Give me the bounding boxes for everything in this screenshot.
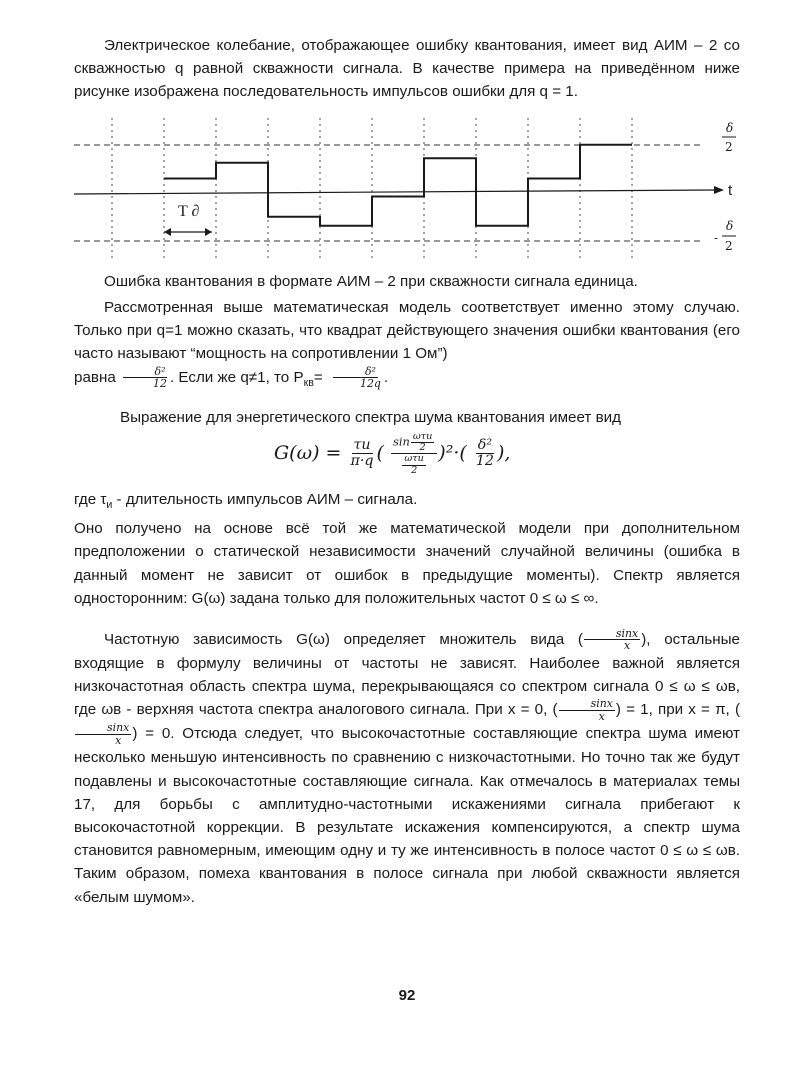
vertical-gridlines [112, 118, 632, 262]
period-arrow-left [164, 228, 171, 236]
error-signal-steps [164, 145, 632, 226]
formula-sinc-fraction: sin $\frac{\text{ωτи}}{2}$ $\frac{\text{ωτи}}{2}$ [391, 432, 437, 476]
paragraph-frequency-dependence: Частотную зависимость G(ω) определяет множитель вида ( $\frac{\sin x}{x}$ ), остальные входящие в формулу величины от частоты не зависят. Наиболее важной является низкочастотная область спектра шума, перекрывающаяся со спектром сигнала 0 ≤ ω ≤ ωв, где ωв - верхняя частота спектра аналогового сигнала. При x = 0, ( $\frac{\sin x}{x}$ ) = 1, при x = π, ( $\frac{\sin x}{x}$ ) = 0. Отсюда следует, что высокочастотные составляющие спектра шума имеют несколько меньшую интенсивность по сравнению с низкочастотными. Но точно так же будут подавлены и высокочастотные составляющие сигнала. Как отмечалось в материалах темы 17, для борьбы с амплитудно-частотными искажениями сигнала прибегают к высокочастотной коррекции. В результате искажения компенсируются, а спектр шума становится равномерным, имеющим одну и ту же интенсивность в полосе частот 0 ≤ ω ≤ ωв. Таким образом, помеха квантования в полосе сигнала при любой скважности является «белым шумом». [74, 627, 741, 906]
fraction-delta-sq-12q: $\frac{\text{δ²}}{12q}$ [328, 366, 383, 390]
fraction-delta-sq-12: $\frac{\text{δ²}}{12}$ [121, 366, 169, 390]
time-axis-arrow [714, 186, 724, 194]
time-axis [74, 190, 714, 194]
paragraph-intro: Электрическое колебание, отображающее ошибку квантования, имеет вид АИМ – 2 со скважностью q равной скважности сигнала. В качестве примера на приведённом ниже рисунке изображена последовательность импульсов ошибки для q = 1. [74, 37, 740, 101]
page-number: 92 [398, 987, 416, 1004]
svg-text:δ: δ [726, 121, 734, 135]
spectrum-formula: G(ω) = $\frac{\tau и}{\pi\cdot q}$ ( sin $\frac{\text{ωτи}}{2}$ $\frac{\text{ωτи}}{2}$ )²·( $\frac{\text{δ²}}{12}$ ), [274, 431, 511, 476]
paragraph-spectrum-intro: Выражение для энергетического спектра шума квантования имеет вид [120, 409, 621, 426]
figure-caption: Ошибка квантования в формате АИМ – 2 при скважности сигнала единица. [104, 273, 638, 290]
quantization-error-diagram [74, 118, 740, 262]
svg-text:2: 2 [725, 140, 733, 154]
paragraph-derivation: где $\tau_и$ - длительность импульсов АИМ – сигнала. Оно получено на основе всё той же математической модели при дополнительном предположении о статической независимости значений случайной величины (ошибка в данный момент не зависит от ошибок в предыдущие моменты). Спектр является односторонним: G(ω) задана только для положительных частот 0 ≤ ω ≤ ∞. [74, 491, 740, 607]
svg-text:δ: δ [726, 219, 734, 233]
svg-text:-: - [714, 231, 719, 245]
paragraph-model: Рассмотренная выше математическая модель соответствует именно этому случаю. Только при q=1 можно сказать, что квадрат действующего значения ошибки квантования (его часто называют “мощность на сопротивлении 1 Ом”) равна $\frac{\text{δ²}}{12}$ . Если же q≠1, то $Р_{кв}=$ $\frac{\text{δ²}}{12q}$ . [74, 299, 740, 391]
period-label: T ∂ [178, 203, 200, 220]
svg-text:2: 2 [725, 239, 733, 253]
fraction-sinx-x: $\frac{\sin x}{x}$ [584, 628, 640, 652]
formula-delta-fraction: $\frac{\text{δ²}}{12}$ [475, 437, 494, 470]
fraction-sinx-x-2: $\frac{\sin x}{x}$ [559, 698, 615, 722]
bottom-delta-label [714, 219, 736, 253]
axis-label-t: t [728, 182, 733, 199]
formula-tau-fraction: $\frac{\tau и}{\pi\cdot q}$ [350, 437, 374, 470]
fraction-sinx-x-3: $\frac{\sin x}{x}$ [75, 722, 131, 746]
top-delta-label [722, 121, 736, 154]
period-arrow-right [205, 228, 212, 236]
